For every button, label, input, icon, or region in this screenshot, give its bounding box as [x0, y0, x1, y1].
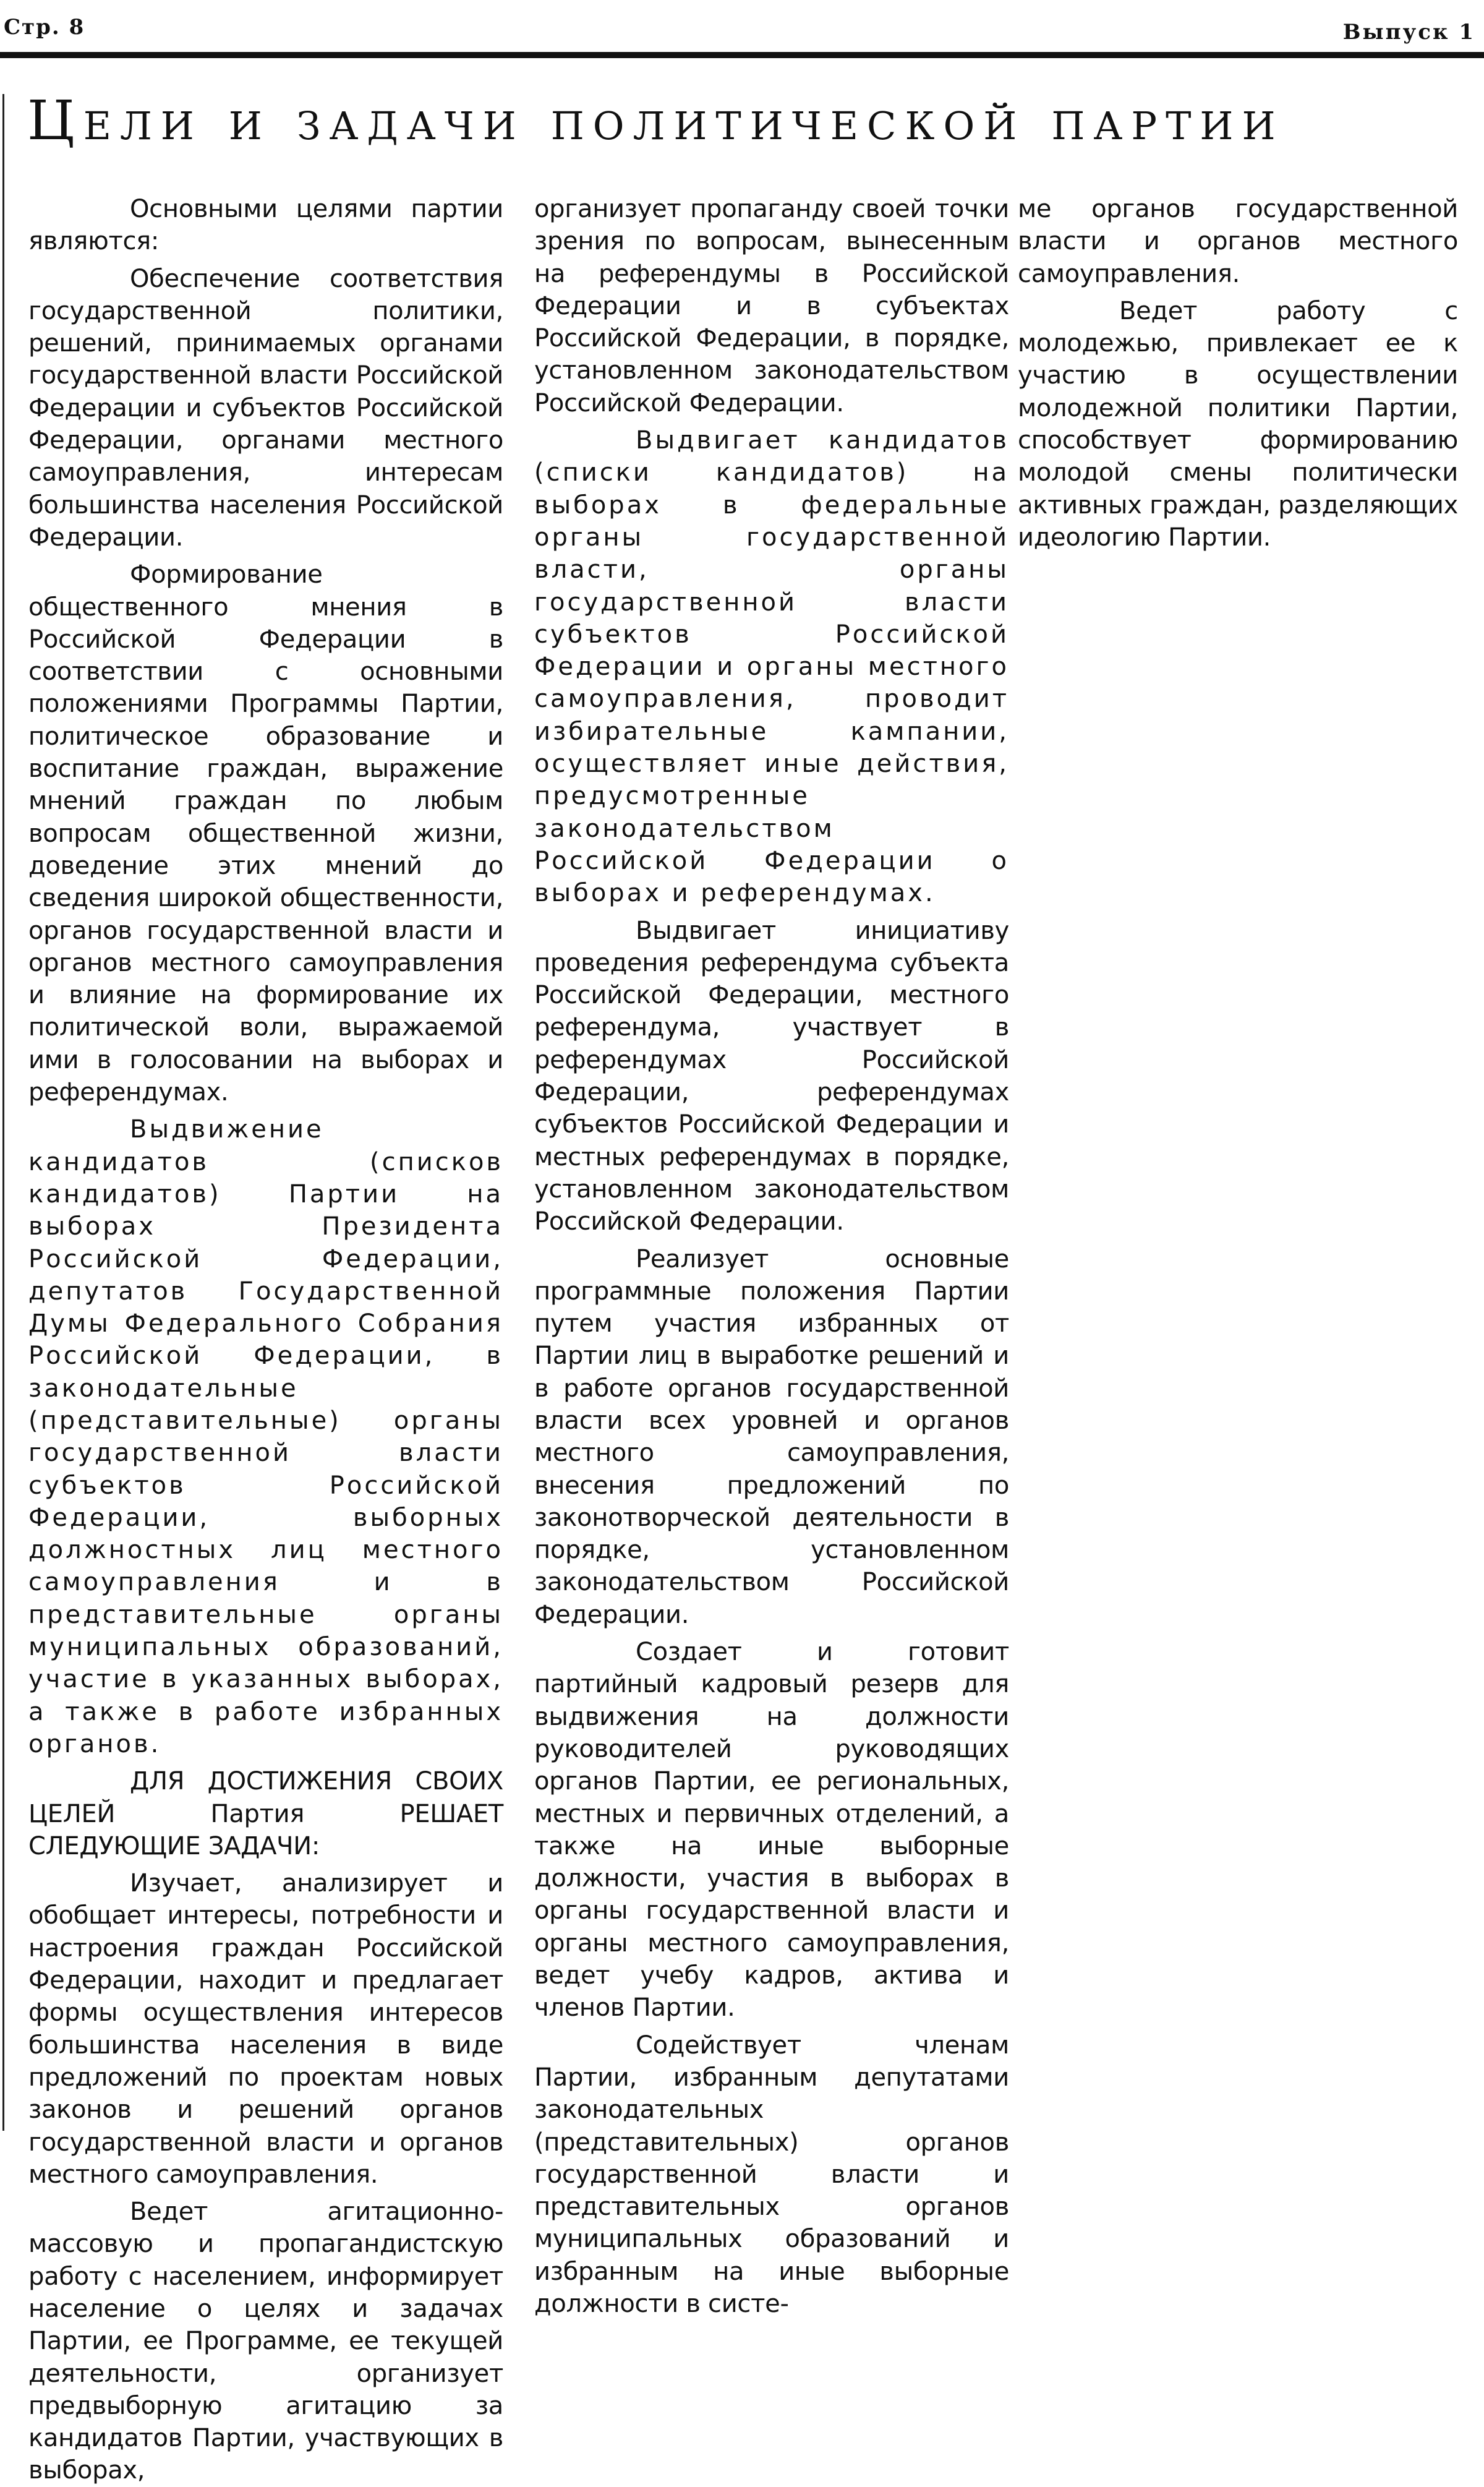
paragraph: Выдвигает кандидатов (списки кандидатов) на выборах в федеральные органы государственной власти, органы государственной власти субъектов Российской Федерации и органы местного самоуправления, проводит избирательные кампании, осуществляет иные действия, предусмотренные законодательством Российской Федерации о выборах и референдумах. [534, 426, 1009, 908]
issue-number: Выпуск 1 [1342, 20, 1475, 45]
article-column-2 [534, 193, 1009, 2318]
article-column-1 [28, 193, 503, 2485]
paragraph: Основными целями партии являются: [28, 195, 503, 256]
paragraph: Выдвигает инициативу проведения референдума субъекта Российской Федерации, местного референдума, участвует в референдумах Российской Федерации, референдумах субъектов Российской Федерации и местных референдумах в порядке, установленном законодательством Российской Федерации. [534, 916, 1009, 1236]
left-margin-rule [2, 94, 4, 2131]
paragraph: Изучает, анализирует и обобщает интересы, потребности и настроения граждан Российской Федерации, находит и предлагает формы осуществления интересов большинства населения в виде предложений по проектам новых законов и решений органов государственной власти и органов местного самоуправления. [28, 1869, 503, 2189]
paragraph: Обеспечение соответствия государственной политики, решений, принимаемых органами государственной власти Российской Федерации и субъектов Российской Федерации, органами местного самоуправления, интересам большинства населения Российской Федерации. [28, 264, 503, 552]
paragraph: ме органов государственной власти и органов местного самоуправления. [1018, 195, 1458, 288]
page-number: Стр. 8 [4, 15, 85, 40]
paragraph: организует пропаганду своей точки зрения по вопросам, вынесенным на референдумы в Российской Федерации и в субъектах Российской Федерации, в порядке, установленном законодательством Российской Федерации. [534, 195, 1009, 417]
paragraph: Формирование общественного мнения в Российской Федерации в соответствии с основными положениями Программы Партии, политическое образование и воспитание граждан, выражение мнений граждан по любым вопросам общественной жизни, доведение этих мнений до сведения широкой общественности, органов государственной власти и органов местного самоуправления и влияние на формирование их политической воли, выражаемой ими в голосовании на выборах и референдумах. [28, 560, 503, 1107]
article-title: Цели и задачи политической партии [27, 88, 1284, 152]
header-rule [0, 52, 1484, 58]
paragraph: Ведет агитационно-массовую и пропагандистскую работу с населением, информирует население о целях и задачах Партии, ее Программе, ее текущей деятельности, организует предвыборную агитацию за кандидатов Партии, участвующих в выборах, [28, 2198, 503, 2485]
paragraph: Содействует членам Партии, избранным депутатами законодательных (представительных) органов государственной власти и представительных органов муниципальных образований и избранным на иные выборные должности в систе- [534, 2031, 1009, 2318]
paragraph: Ведет работу с молодежью, привлекает ее к участию в осуществлении молодежной политики Партии, способствует формированию молодой смены политически активных граждан, разделяющих идеологию Партии. [1018, 296, 1458, 552]
paragraph: Реализует основные программные положения Партии путем участия избранных от Партии лиц в выработке решений и в работе органов государственной власти всех уровней и органов местного самоуправления, внесения предложений по законотворческой деятельности в порядке, установленном законодательством Российской Федерации. [534, 1244, 1009, 1629]
paragraph: Выдвижение кандидатов (списков кандидатов) Партии на выборах Президента Российской Федерации, депутатов Государственной Думы Федерального Собрания Российской Федерации, в законодательные (представительные) органы государственной власти субъектов Российской Федерации, выборных должностных лиц местного самоуправления и в представительные органы муниципальных образований, участие в указанных выборах, а также в работе избранных органов. [28, 1115, 503, 1758]
page-header [0, 0, 1484, 57]
article-column-3 [1018, 193, 1458, 2117]
paragraph: ДЛЯ ДОСТИЖЕНИЯ СВОИХ ЦЕЛЕЙ Партия РЕШАЕТ СЛЕДУЮЩИЕ ЗАДАЧИ: [28, 1767, 503, 1860]
paragraph: Создает и готовит партийный кадровый резерв для выдвижения на должности руководителей руководящих органов Партии, ее региональных, местных и первичных отделений, а также на иные выборные должности, участия в выборах в органы государственной власти и органы местного самоуправления, ведет учебу кадров, актива и членов Партии. [534, 1638, 1009, 2023]
